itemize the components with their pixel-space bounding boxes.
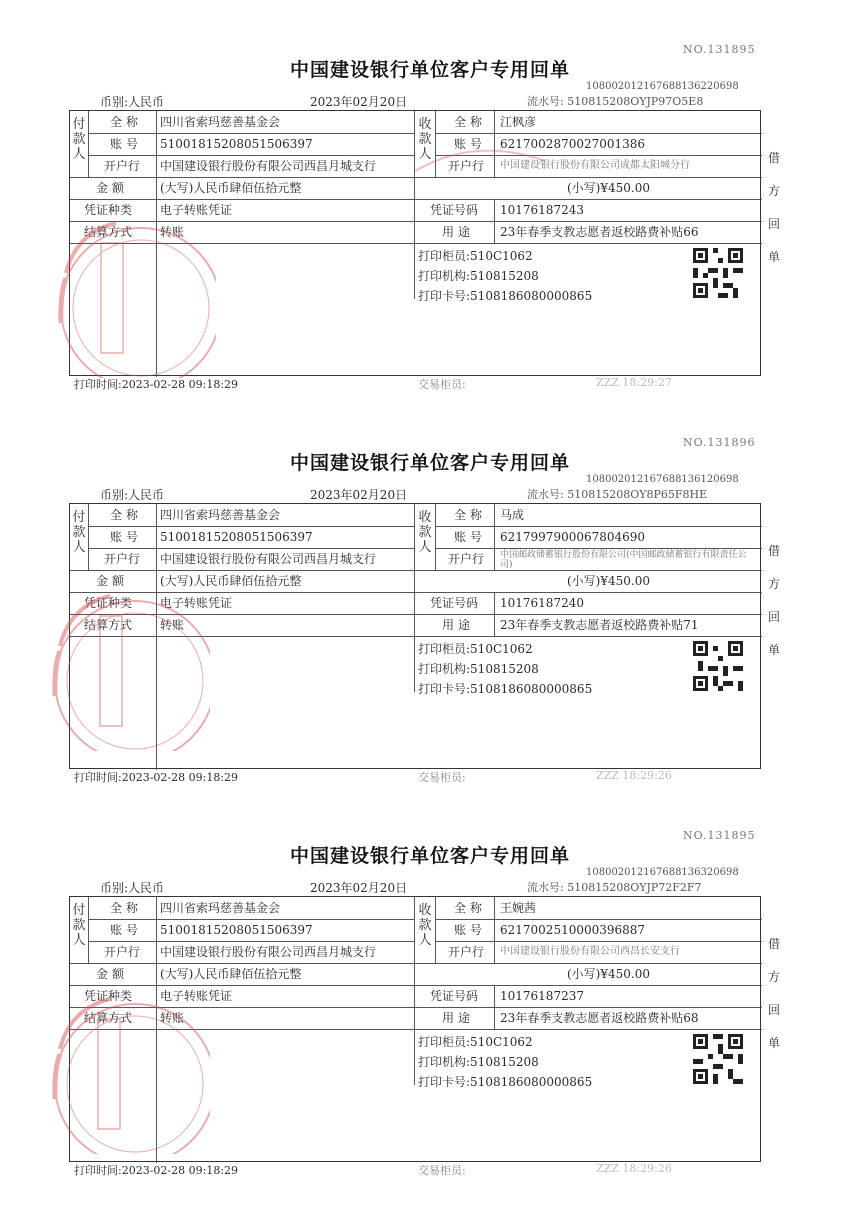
currency: 币别:人民币 (100, 95, 165, 109)
payer-name-label: 全称 (110, 115, 143, 129)
receipt-number: NO.131895 (683, 43, 756, 56)
settlement-method-label: 结算方式 (84, 618, 133, 632)
print-org: 打印机构:510815208 (418, 662, 539, 676)
payee-name: 马成 (500, 508, 525, 522)
payee-name-label: 全称 (454, 508, 487, 522)
debit-receipt-label: 借 方 回 单 (767, 937, 780, 1050)
voucher-number: 10176187240 (500, 596, 584, 610)
payer-name: 四川省索玛慈善基金会 (160, 901, 281, 915)
print-org: 打印机构:510815208 (418, 1055, 539, 1069)
payee-name: 王婉茜 (500, 901, 537, 915)
payer-name: 四川省索玛慈善基金会 (160, 508, 281, 522)
payee-bank-label: 开户行 (448, 552, 485, 566)
voucher-type: 电子转账凭证 (160, 596, 233, 610)
serial-number: 流水号: 510815208OYJP97O5E8 (527, 95, 704, 108)
receipt-date: 2023年02月20日 (310, 488, 408, 502)
payer-label: 付款人 (72, 510, 86, 555)
voucher-type: 电子转账凭证 (160, 203, 233, 217)
amount-words: (大写)人民币肆佰伍拾元整 (160, 181, 302, 195)
serial-number: 流水号: 510815208OY8P65F8HE (527, 488, 708, 501)
payee-account-label: 账号 (454, 530, 487, 544)
amount-small: (小写)¥450.00 (567, 181, 650, 195)
receipt-number: NO.131895 (683, 829, 756, 842)
print-org: 打印机构:510815208 (418, 269, 539, 283)
print-card: 打印卡号:5108186080000865 (418, 289, 593, 303)
red-ink-mark (405, 131, 555, 191)
payer-name-label: 全称 (110, 508, 143, 522)
settlement-method-label: 结算方式 (84, 225, 133, 239)
qr-code-icon (693, 248, 743, 298)
payer-name-label: 全称 (110, 901, 143, 915)
settlement-method: 转账 (160, 618, 185, 632)
voucher-type-label: 凭证种类 (84, 596, 133, 610)
voucher-number: 10176187243 (500, 203, 584, 217)
amount-label: 金额 (96, 574, 129, 588)
faded-footer-text: ZZZ 18:29:26 (596, 769, 672, 782)
print-time: 打印时间:2023-02-28 09:18:29 (74, 771, 239, 784)
receipt-slip (0, 436, 860, 826)
bank-seal-stamp (40, 586, 210, 751)
settlement-method: 转账 (160, 225, 185, 239)
payer-label: 付款人 (72, 117, 86, 162)
serial-number: 流水号: 510815208OYJP72F2F7 (527, 881, 702, 894)
receipt-title: 中国建设银行单位客户专用回单 (289, 59, 570, 81)
currency: 币别:人民币 (100, 488, 165, 502)
payee-account: 6217002870027001386 (500, 137, 646, 151)
print-time: 打印时间:2023-02-28 09:18:29 (74, 378, 239, 391)
print-card: 打印卡号:5108186080000865 (418, 682, 593, 696)
print-counter: 打印柜员:510C1062 (418, 249, 533, 263)
voucher-type-label: 凭证种类 (84, 989, 133, 1003)
transaction-teller: 交易柜员: (418, 1164, 466, 1177)
payee-account-label: 账号 (454, 137, 487, 151)
payee-bank-label: 开户行 (448, 159, 485, 173)
amount-small: (小写)¥450.00 (567, 967, 650, 981)
reference-number: 108002012167688136320698 (586, 867, 739, 878)
receipt-number: NO.131896 (683, 436, 756, 449)
currency: 币别:人民币 (100, 881, 165, 895)
receipt-date: 2023年02月20日 (310, 95, 408, 109)
payer-bank: 中国建设银行股份有限公司西昌月城支行 (160, 159, 377, 173)
settlement-method-label: 结算方式 (84, 1011, 133, 1025)
amount-words: (大写)人民币肆佰伍拾元整 (160, 574, 302, 588)
payee-account: 6217997900067804690 (500, 530, 646, 544)
payee-account: 6217002510000396887 (500, 923, 646, 937)
payer-account: 51001815208051506397 (160, 137, 313, 151)
payee-bank: 中国邮政储蓄银行股份有限公司(中国邮政储蓄银行有限责任公司) (500, 550, 747, 570)
voucher-number-label: 凭证号码 (430, 596, 479, 610)
payer-account-label: 账号 (110, 137, 143, 151)
payee-name-label: 全称 (454, 901, 487, 915)
print-card: 打印卡号:5108186080000865 (418, 1075, 593, 1089)
payee-label: 收款人 (418, 903, 432, 948)
print-counter: 打印柜员:510C1062 (418, 1035, 533, 1049)
payer-bank-label: 开户行 (104, 552, 141, 566)
receipt-date: 2023年02月20日 (310, 881, 408, 895)
payer-bank-label: 开户行 (104, 159, 141, 173)
print-counter: 打印柜员:510C1062 (418, 642, 533, 656)
payee-bank: 中国建设银行股份有限公司成都太阳城分行 (500, 160, 690, 171)
voucher-type-label: 凭证种类 (84, 203, 133, 217)
qr-code-icon (693, 1034, 743, 1084)
bank-seal-stamp (46, 213, 216, 378)
payer-account-label: 账号 (110, 530, 143, 544)
print-time: 打印时间:2023-02-28 09:18:29 (74, 1164, 239, 1177)
payee-label: 收款人 (418, 117, 432, 162)
bank-seal-stamp (40, 989, 210, 1154)
amount-label: 金额 (96, 967, 129, 981)
purpose-label: 用途 (442, 225, 475, 239)
debit-receipt-label: 借 方 回 单 (767, 151, 780, 264)
purpose-label: 用途 (442, 1011, 475, 1025)
faded-footer-text: ZZZ 18:29:27 (596, 376, 672, 389)
amount-small: (小写)¥450.00 (567, 574, 650, 588)
reference-number: 108002012167688136220698 (586, 81, 739, 92)
purpose: 23年春季支教志愿者返校路费补贴68 (500, 1011, 699, 1025)
receipt-slip (0, 829, 860, 1219)
voucher-type: 电子转账凭证 (160, 989, 233, 1003)
payer-bank-label: 开户行 (104, 945, 141, 959)
voucher-number-label: 凭证号码 (430, 989, 479, 1003)
transaction-teller: 交易柜员: (418, 378, 466, 391)
receipt-title: 中国建设银行单位客户专用回单 (289, 452, 570, 474)
transaction-teller: 交易柜员: (418, 771, 466, 784)
payee-account-label: 账号 (454, 923, 487, 937)
purpose-label: 用途 (442, 618, 475, 632)
payer-account-label: 账号 (110, 923, 143, 937)
faded-footer-text: ZZZ 18:29:26 (596, 1162, 672, 1175)
voucher-number: 10176187237 (500, 989, 584, 1003)
payer-label: 付款人 (72, 903, 86, 948)
payee-bank-label: 开户行 (448, 945, 485, 959)
settlement-method: 转账 (160, 1011, 185, 1025)
payee-name: 江枫彦 (500, 115, 537, 129)
payer-account: 51001815208051506397 (160, 923, 313, 937)
purpose: 23年春季支教志愿者返校路费补贴71 (500, 618, 699, 632)
qr-code-icon (693, 641, 743, 691)
receipt-slip (0, 43, 860, 433)
payer-account: 51001815208051506397 (160, 530, 313, 544)
payee-bank: 中国建设银行股份有限公司西昌长安支行 (500, 946, 680, 957)
voucher-number-label: 凭证号码 (430, 203, 479, 217)
payer-bank: 中国建设银行股份有限公司西昌月城支行 (160, 945, 377, 959)
reference-number: 108002012167688136120698 (586, 474, 739, 485)
debit-receipt-label: 借 方 回 单 (767, 544, 780, 657)
purpose: 23年春季支教志愿者返校路费补贴66 (500, 225, 699, 239)
payer-name: 四川省索玛慈善基金会 (160, 115, 281, 129)
payee-label: 收款人 (418, 510, 432, 555)
payer-bank: 中国建设银行股份有限公司西昌月城支行 (160, 552, 377, 566)
receipt-title: 中国建设银行单位客户专用回单 (289, 845, 570, 867)
amount-words: (大写)人民币肆佰伍拾元整 (160, 967, 302, 981)
payee-name-label: 全称 (454, 115, 487, 129)
amount-label: 金额 (96, 181, 129, 195)
